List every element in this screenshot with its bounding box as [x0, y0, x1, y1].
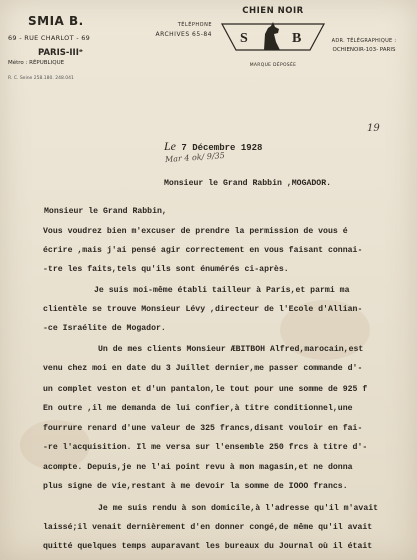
body-line: Je suis moi-même établi tailleur à Paris,et parmi ma: [94, 286, 350, 295]
body-line: -tre les faits,tels qu'ils sont énumérés ci-après.: [43, 265, 289, 274]
svg-text:S: S: [240, 31, 248, 46]
company-name: SMIA B.: [28, 14, 84, 28]
body-line: quitté quelques temps auparavant les bureaux du Journal où il était: [43, 542, 373, 551]
brand-logo: [218, 6, 328, 68]
brand-name: CHIEN NOIR: [242, 6, 304, 16]
trademark-label: MARQUE DÉPOSÉE: [249, 63, 297, 68]
telephone-label: TÉLÉPHONE: [177, 22, 212, 28]
company-address: 69 - RUE CHARLOT - 69: [8, 34, 91, 42]
body-line: venu chez moi en date du 3 Juillet dernier,me passer commande d'-: [43, 364, 363, 373]
body-line: Un de mes clients Monsieur ÆBITBOH Alfred,marocain,est: [98, 345, 364, 354]
telegraph-address: OCHIENOIR-103- PARIS: [332, 47, 396, 53]
dog-emblem-icon: [218, 16, 328, 58]
body-line: Vous voudrez bien m'excuser de prendre la permission de vous é: [43, 227, 348, 236]
body-line: un complet veston et d'un pantalon,le tout pour une somme de 925 f: [43, 385, 368, 394]
body-line: acompte. Depuis,je ne l'ai point revu à mon magasin,et ne donna: [43, 463, 353, 472]
recipient-line: Monsieur le Grand Rabbin ,MOGADOR.: [164, 179, 332, 188]
body-line: plus signe de vie,restant à me devoir la somme de IOOO francs.: [43, 482, 348, 491]
letterhead-telephone: [142, 22, 212, 38]
company-city: PARIS-IIIᵉ: [38, 48, 83, 58]
body-line: laissé;il venait dernièrement d'en donner congé,de même qu'il avait: [43, 523, 373, 532]
letterhead-telegraph: [318, 38, 410, 53]
telephone-number: ARCHIVES 65-84: [155, 31, 212, 38]
company-metro: Métro : RÉPUBLIQUE: [8, 60, 65, 66]
body-line: fourrure renard d'une valeur de 325 francs,disant vouloir en fai-: [43, 424, 363, 433]
handwritten-reference: Mar 4 ok/ 9/35: [164, 150, 226, 165]
body-line: -re l'acquisition. Il me versa sur l'ensemble 250 frcs à titre d'-: [43, 443, 368, 452]
body-line: clientèle se trouve Monsieur Lévy ,directeur de l'Ecole d'Allian-: [43, 305, 363, 314]
telegraph-label: ADR. TÉLÉGRAPHIQUE :: [331, 38, 397, 44]
company-registration: R. C. Seine 258.180. 248.041: [8, 76, 74, 81]
body-line: En outre ,il me demanda de lui confier,à titre conditionnel,une: [43, 404, 353, 413]
body-line: -ce Israélite de Mogador.: [43, 324, 166, 333]
body-line: Je me suis rendu à son domicile,à l'adresse qu'il m'avait: [98, 504, 379, 513]
salutation: Monsieur le Grand Rabbin,: [44, 207, 167, 216]
handwritten-page-mark: 19: [367, 123, 380, 134]
body-line: écrire ,mais j'ai pensé agir correctement en vous faisant connai-: [43, 246, 363, 255]
svg-text:B: B: [292, 31, 302, 46]
letterhead-left: [8, 14, 128, 81]
date-text: 7 Décembre 1928: [181, 143, 263, 153]
date-prefix: Le: [164, 139, 176, 153]
